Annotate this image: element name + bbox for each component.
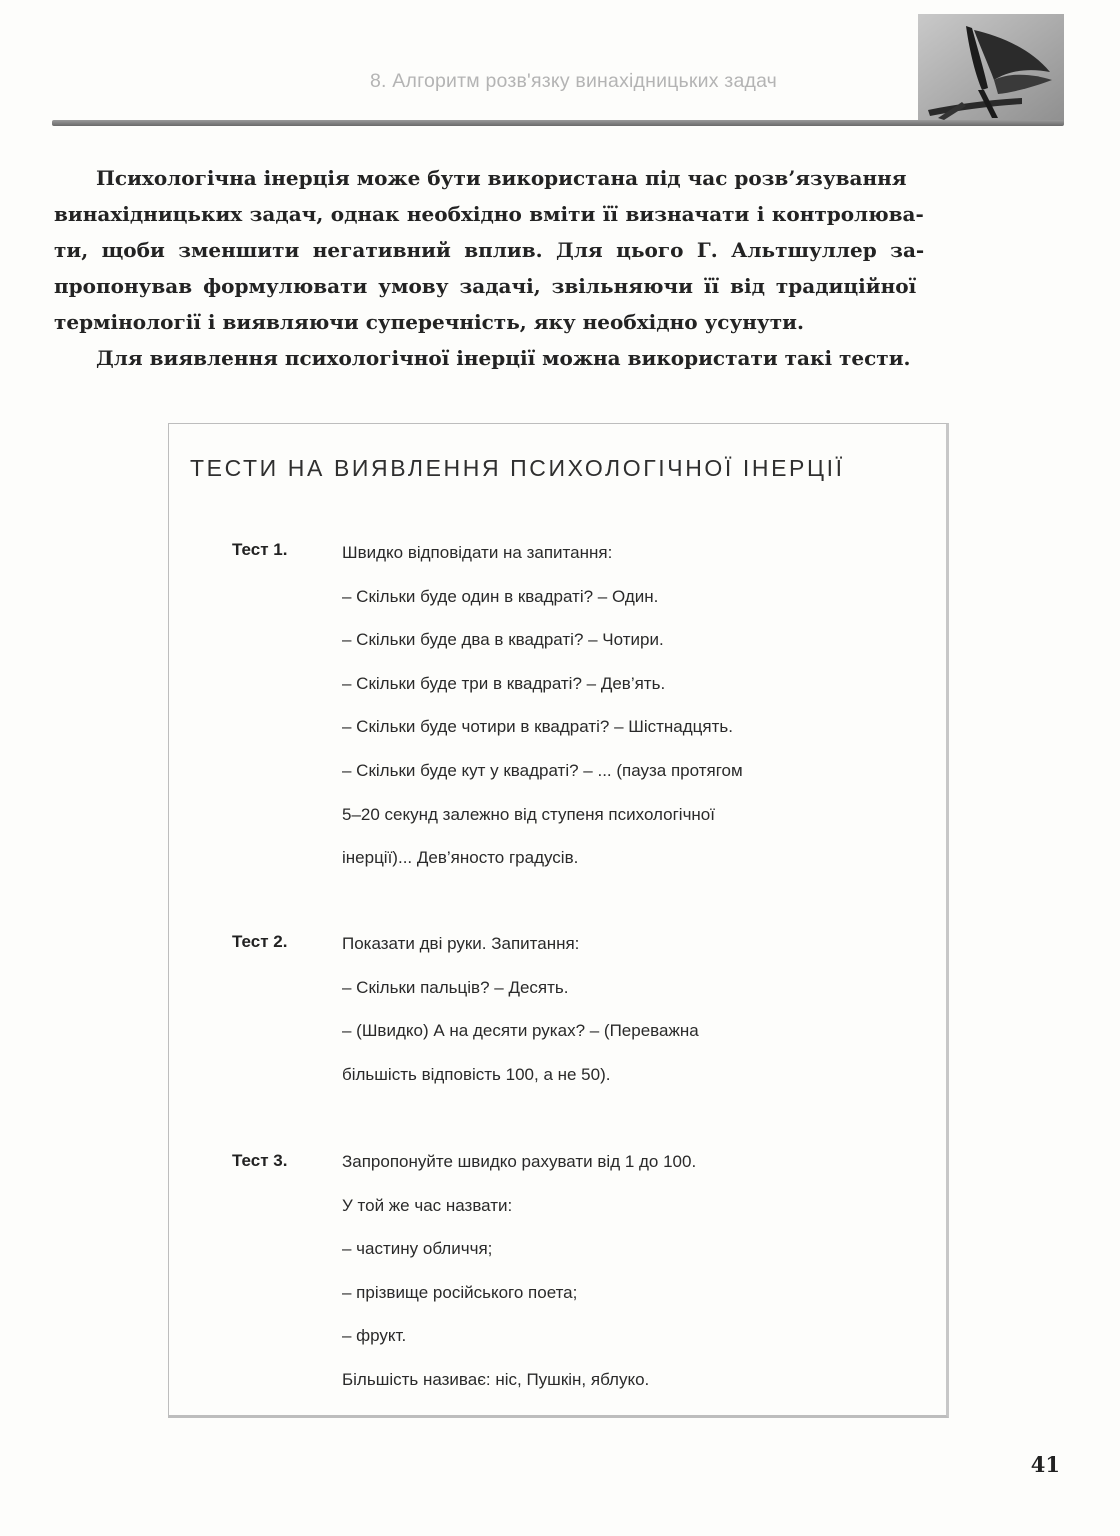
test-3-text bbox=[342, 1140, 902, 1402]
test-3-label: Тест 3. bbox=[232, 1151, 288, 1170]
test-2-label: Тест 2. bbox=[232, 932, 288, 951]
body-text bbox=[54, 160, 1062, 376]
test-line: – Скільки буде один в квадраті? – Один. bbox=[342, 586, 659, 606]
test-1-label: Тест 1. bbox=[232, 540, 288, 559]
test-line: інерції)... Дев’яносто градусів. bbox=[342, 848, 579, 868]
tests-box-title: ТЕСТИ НА ВИЯВЛЕННЯ ПСИХОЛОГІЧНОЇ ІНЕРЦІЇ bbox=[190, 455, 845, 481]
running-head bbox=[0, 0, 1120, 132]
test-line: – фрукт. bbox=[342, 1326, 407, 1346]
test-1-text bbox=[342, 531, 902, 880]
test-line: – Скільки буде кут у квадраті? – ... (пауза протягом bbox=[342, 760, 743, 780]
page-number: 41 bbox=[1030, 1452, 1060, 1477]
running-title: 8. Алгоритм розв'язку винахідницьких задач bbox=[370, 70, 778, 92]
test-line: – Скільки буде чотири в квадраті? – Шістнадцять. bbox=[342, 717, 733, 737]
flying-machine-illustration-icon bbox=[918, 14, 1064, 124]
test-line: більшість відповість 100, а не 50). bbox=[342, 1064, 611, 1084]
test-line: Запропонуйте швидко рахувати від 1 до 100. bbox=[342, 1152, 697, 1171]
body-line: Для виявлення психологічної інерції можна використати такі тести. bbox=[96, 346, 911, 370]
test-2-text bbox=[342, 922, 902, 1096]
body-line: термінології і виявляючи суперечність, яку необхідно усунути. bbox=[54, 310, 804, 334]
test-line: – прізвище російського поета; bbox=[342, 1282, 578, 1302]
test-line: – Скільки буде два в квадраті? – Чотири. bbox=[342, 630, 664, 650]
test-line: – Скільки буде три в квадраті? – Дев’ять. bbox=[342, 673, 666, 693]
body-line: винахідницьких задач, однак необхідно вміти її визначати і контролюва- bbox=[54, 202, 924, 226]
header-rule bbox=[52, 120, 1064, 126]
test-line: У той же час назвати: bbox=[342, 1195, 513, 1215]
test-line: 5–20 секунд залежно від ступеня психологічної bbox=[342, 804, 715, 824]
test-line: – частину обличчя; bbox=[342, 1239, 493, 1259]
test-line: – (Швидко) А на десяти руках? – (Переважна bbox=[342, 1021, 699, 1041]
body-line: пропонував формулювати умову задачі, звільняючи її від традиційної bbox=[54, 274, 917, 298]
test-line: Показати дві руки. Запитання: bbox=[342, 934, 580, 953]
test-line: Більшість називає: ніс, Пушкін, яблуко. bbox=[342, 1369, 650, 1389]
test-line: – Скільки пальців? – Десять. bbox=[342, 977, 569, 997]
body-line: Психологічна інерція може бути використана під час розв’язування bbox=[96, 166, 907, 190]
test-line: Швидко відповідати на запитання: bbox=[342, 543, 613, 562]
body-line: ти, щоби зменшити негативний вплив. Для цього Г. Альтшуллер за- bbox=[54, 238, 925, 262]
